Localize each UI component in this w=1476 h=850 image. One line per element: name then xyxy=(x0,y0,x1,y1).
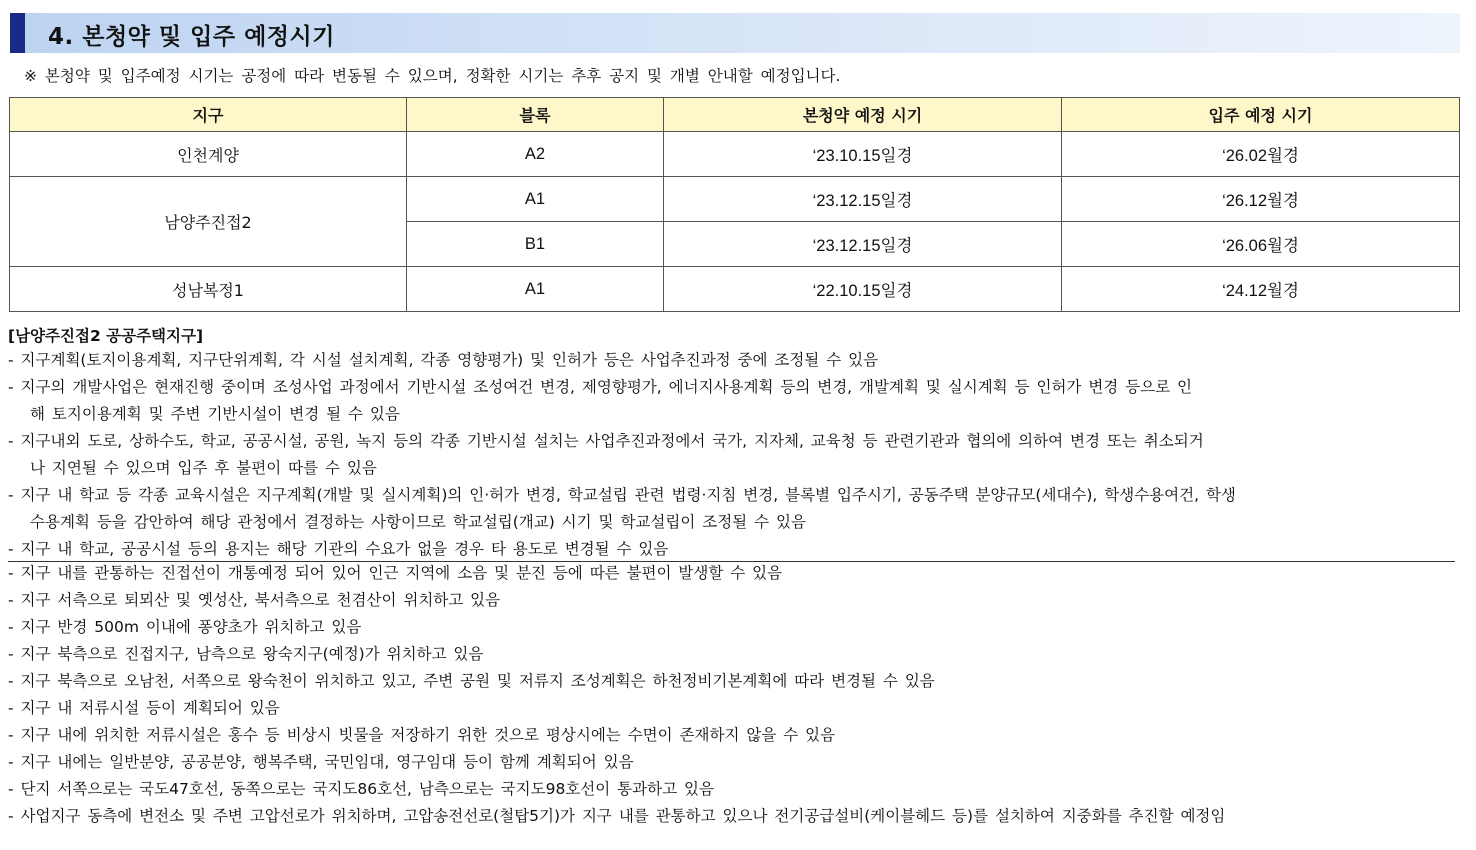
district-cell: 성남복정1 xyxy=(10,267,407,312)
section-title: 4. 본청약 및 입주 예정시기 xyxy=(48,24,335,50)
table-row xyxy=(10,132,1460,177)
note-item-continued: 해 토지이용계획 및 주변 기반시설이 변경 될 수 있음 xyxy=(30,405,400,423)
section-header xyxy=(10,13,1460,53)
note-item: - 지구계획(토지이용계획, 지구단위계획, 각 시설 설치계획, 각종 영향평가) 및 인허가 등은 사업추진과정 중에 조정될 수 있음 xyxy=(8,351,879,369)
note-item: - 지구 내에는 일반분양, 공공분양, 행복주택, 국민임대, 영구임대 등이 함께 계획되어 있음 xyxy=(8,753,634,771)
note-item: - 단지 서쪽으로는 국도47호선, 동쪽으로는 국지도86호선, 남측으로는 국지도98호선이 통과하고 있음 xyxy=(8,780,714,798)
schedule-note: ※ 본청약 및 입주예정 시기는 공정에 따라 변동될 수 있으며, 정확한 시기는 추후 공지 및 개별 안내할 예정입니다. xyxy=(24,67,841,85)
schedule-table xyxy=(9,97,1460,312)
move-in-cell: ‘26.12월경 xyxy=(1062,177,1460,222)
block-cell: A1 xyxy=(407,267,664,312)
move-in-cell: ‘26.02월경 xyxy=(1062,132,1460,177)
table-row xyxy=(10,177,1460,222)
note-item: - 지구 내 학교 등 각종 교육시설은 지구계획(개발 및 실시계획)의 인·허가 변경, 학교설립 관련 법령·지침 변경, 블록별 입주시기, 공동주택 분양규모(세대수), 학생수용여건, 학생 xyxy=(8,486,1236,504)
note-item: - 사업지구 동측에 변전소 및 주변 고압선로가 위치하며, 고압송전선로(철탑5기)가 지구 내를 관통하고 있으나 전기공급설비(케이블헤드 등)를 설치하여 지중화를 추진할 예정임 xyxy=(8,807,1226,825)
note-item: - 지구 내 저류시설 등이 계획되어 있음 xyxy=(8,699,280,717)
note-item: - 지구 북측으로 오남천, 서쪽으로 왕숙천이 위치하고 있고, 주변 공원 및 저류지 조성계획은 하천정비기본계획에 따라 변경될 수 있음 xyxy=(8,672,935,690)
note-item: - 지구 내 학교, 공공시설 등의 용지는 해당 기관의 수요가 없을 경우 타 용도로 변경될 수 있음 xyxy=(8,540,669,558)
subscription-cell: ‘22.10.15일경 xyxy=(664,267,1062,312)
district-cell: 남양주진접2 xyxy=(10,177,407,267)
note-item: - 지구 내를 관통하는 진접선이 개통예정 되어 있어 인근 지역에 소음 및 분진 등에 따른 불편이 발생할 수 있음 xyxy=(8,564,783,582)
move-in-cell: ‘26.06월경 xyxy=(1062,222,1460,267)
subscription-cell: ‘23.12.15일경 xyxy=(664,177,1062,222)
block-cell: B1 xyxy=(407,222,664,267)
move-in-cell: ‘24.12월경 xyxy=(1062,267,1460,312)
table-header-row xyxy=(10,98,1460,132)
section-header-bar xyxy=(10,13,25,53)
note-item: - 지구 반경 500m 이내에 퐁양초가 위치하고 있음 xyxy=(8,618,362,636)
district-cell: 인천계양 xyxy=(10,132,407,177)
notes-heading: [남양주진접2 공공주택지구] xyxy=(8,327,204,345)
note-item: - 지구 서측으로 퇴뫼산 및 옛성산, 북서측으로 천겸산이 위치하고 있음 xyxy=(8,591,501,609)
note-item: - 지구의 개발사업은 현재진행 중이며 조성사업 과정에서 기반시설 조성여건 변경, 제영향평가, 에너지사용계획 등의 변경, 개발계획 및 실시계획 등 인허가 변경 등으로 인 xyxy=(8,378,1193,396)
divider-line xyxy=(8,561,1455,562)
note-item: - 지구 북측으로 진접지구, 남측으로 왕숙지구(예정)가 위치하고 있음 xyxy=(8,645,484,663)
note-item-continued: 나 지연될 수 있으며 입주 후 불편이 따를 수 있음 xyxy=(30,459,377,477)
table-row xyxy=(10,267,1460,312)
subscription-cell: ‘23.12.15일경 xyxy=(664,222,1062,267)
note-item: - 지구 내에 위치한 저류시설은 홍수 등 비상시 빗물을 저장하기 위한 것으로 평상시에는 수면이 존재하지 않을 수 있음 xyxy=(8,726,836,744)
block-cell: A2 xyxy=(407,132,664,177)
header-move-in: 입주 예정 시기 xyxy=(1062,98,1460,132)
header-district: 지구 xyxy=(10,98,407,132)
note-item-continued: 수용계획 등을 감안하여 해당 관청에서 결정하는 사항이므로 학교설립(개교) 시기 및 학교설립이 조정될 수 있음 xyxy=(30,513,806,531)
note-item: - 지구내외 도로, 상하수도, 학교, 공공시설, 공원, 녹지 등의 각종 기반시설 설치는 사업추진과정에서 국가, 지자체, 교육청 등 관련기관과 협의에 의하여 변경 또는 취소되거 xyxy=(8,432,1204,450)
subscription-cell: ‘23.10.15일경 xyxy=(664,132,1062,177)
header-block: 블록 xyxy=(407,98,664,132)
header-subscription: 본청약 예정 시기 xyxy=(664,98,1062,132)
block-cell: A1 xyxy=(407,177,664,222)
